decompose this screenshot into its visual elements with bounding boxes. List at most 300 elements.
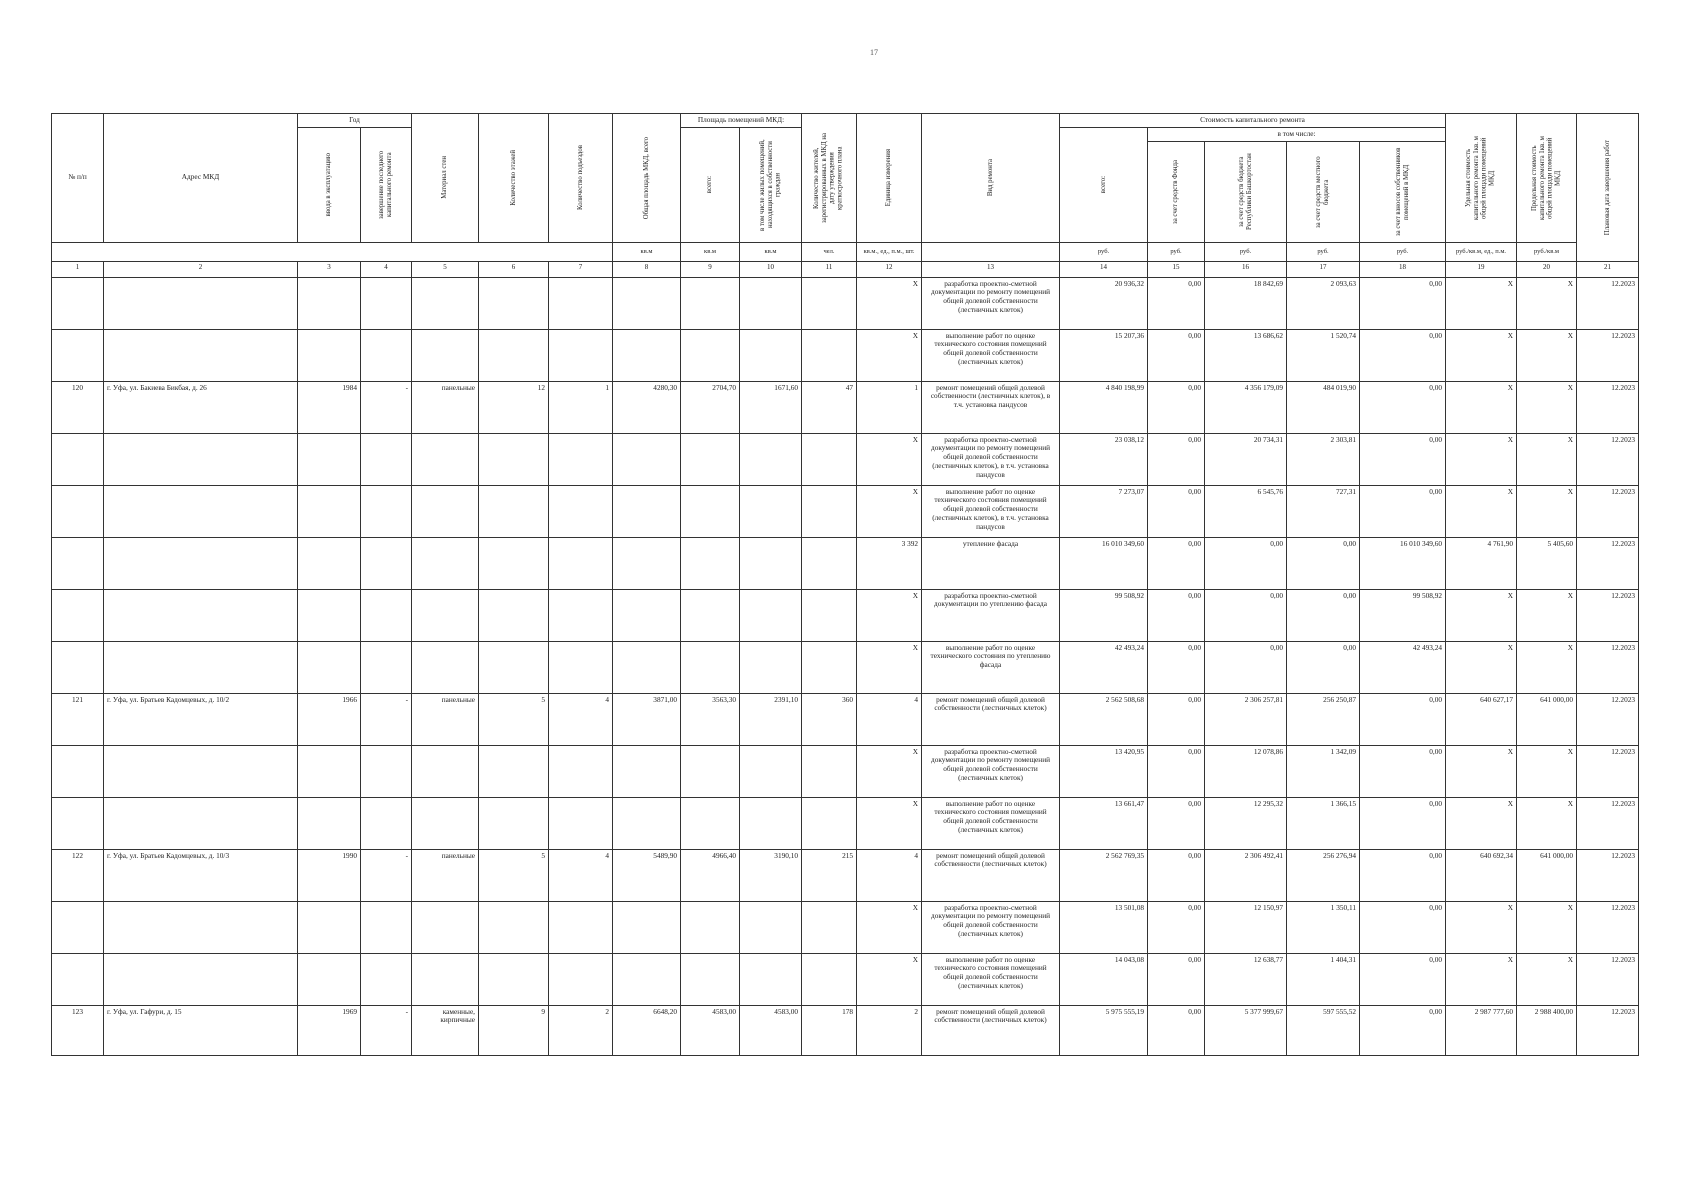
- row-number: 120: [52, 381, 104, 433]
- area-total-cell: [681, 485, 740, 537]
- floors-cell: [479, 329, 549, 381]
- total-area-cell: [613, 953, 681, 1005]
- table-row: [52, 901, 1639, 953]
- plan-date-cell: 12.2023: [1577, 745, 1639, 797]
- cost-fund-cell: 0,00: [1148, 433, 1205, 485]
- work-type-cell: разработка проектно-сметной документации по ремонту помещений общей долевой собственности (лестничных клеток): [922, 277, 1060, 329]
- unit-cost-cell: X: [1446, 329, 1517, 381]
- unit-cost-fund: руб.: [1148, 242, 1205, 261]
- address-cell: [104, 537, 298, 589]
- header-cost-local: за счет средств местного бюджета: [1287, 141, 1360, 242]
- max-cost-cell: X: [1517, 589, 1577, 641]
- unit-cell: X: [857, 953, 922, 1005]
- column-number-cell: 5: [412, 261, 479, 277]
- plan-date-cell: 12.2023: [1577, 641, 1639, 693]
- plan-date-cell: 12.2023: [1577, 381, 1639, 433]
- year-last-repair-cell: [361, 329, 412, 381]
- year-last-repair-cell: -: [361, 849, 412, 901]
- work-type-cell: ремонт помещений общей долевой собственности (лестничных клеток), в т.ч. установка пандусов: [922, 381, 1060, 433]
- header-residents: Количество жителей, зарегистрированных в МКД на дату утверждения краткосрочного плана: [802, 114, 857, 243]
- total-area-cell: [613, 901, 681, 953]
- wall-material-cell: [412, 641, 479, 693]
- wall-material-cell: [412, 485, 479, 537]
- area-residential-cell: [740, 901, 802, 953]
- total-area-cell: 5489,90: [613, 849, 681, 901]
- cost-owners-cell: 0,00: [1360, 901, 1446, 953]
- address-cell: г. Уфа, ул. Братьев Кадомцевых, д. 10/3: [104, 849, 298, 901]
- header-cost-fund: за счет средств Фонда: [1148, 141, 1205, 242]
- row-number: [52, 745, 104, 797]
- unit-residents: чел.: [802, 242, 857, 261]
- unit-cost-cell: 2 987 777,60: [1446, 1005, 1517, 1055]
- header-cost-owners: за счет взносов собственников помещений в МКД: [1360, 141, 1446, 242]
- column-number-cell: 11: [802, 261, 857, 277]
- header-year-group: Год: [298, 114, 412, 128]
- year-last-repair-cell: -: [361, 381, 412, 433]
- plan-date-cell: 12.2023: [1577, 433, 1639, 485]
- residents-cell: [802, 589, 857, 641]
- plan-date-cell: 12.2023: [1577, 1005, 1639, 1055]
- wall-material-cell: каменные, кирпичные: [412, 1005, 479, 1055]
- column-number-cell: 18: [1360, 261, 1446, 277]
- unit-cell: 4: [857, 693, 922, 745]
- floors-cell: 12: [479, 381, 549, 433]
- total-area-cell: [613, 589, 681, 641]
- column-number-cell: 15: [1148, 261, 1205, 277]
- total-area-cell: [613, 537, 681, 589]
- cost-republic-cell: 12 638,77: [1205, 953, 1287, 1005]
- cost-local-cell: 1 520,74: [1287, 329, 1360, 381]
- work-type-cell: разработка проектно-сметной документации по ремонту помещений общей долевой собственности (лестничных клеток), в т.ч. установка пандусов: [922, 433, 1060, 485]
- year-last-repair-cell: [361, 745, 412, 797]
- column-number-cell: 10: [740, 261, 802, 277]
- cost-owners-cell: 0,00: [1360, 1005, 1446, 1055]
- floors-cell: [479, 953, 549, 1005]
- header-cost-total: всего:: [1060, 127, 1148, 242]
- max-cost-cell: 641 000,00: [1517, 849, 1577, 901]
- cost-republic-cell: 12 150,97: [1205, 901, 1287, 953]
- header-year-last-repair: завершение последнего капитального ремонта: [361, 127, 412, 242]
- area-residential-cell: [740, 745, 802, 797]
- work-type-cell: выполнение работ по оценке технического состояния помещений общей долевой собственности (лестничных клеток), в т.ч. установка пандусов: [922, 485, 1060, 537]
- max-cost-cell: X: [1517, 745, 1577, 797]
- floors-cell: 9: [479, 1005, 549, 1055]
- unit-cost-cell: X: [1446, 589, 1517, 641]
- floors-cell: [479, 745, 549, 797]
- year-commission-cell: [298, 329, 361, 381]
- wall-material-cell: [412, 277, 479, 329]
- wall-material-cell: [412, 797, 479, 849]
- residents-cell: 178: [802, 1005, 857, 1055]
- cost-republic-cell: 6 545,76: [1205, 485, 1287, 537]
- cost-local-cell: 2 303,81: [1287, 433, 1360, 485]
- plan-date-cell: 12.2023: [1577, 277, 1639, 329]
- year-commission-cell: [298, 485, 361, 537]
- cost-fund-cell: 0,00: [1148, 693, 1205, 745]
- row-number: 122: [52, 849, 104, 901]
- plan-date-cell: 12.2023: [1577, 901, 1639, 953]
- row-number: [52, 485, 104, 537]
- unit-cost-cell: X: [1446, 901, 1517, 953]
- page-number: 17: [870, 48, 878, 57]
- area-residential-cell: [740, 797, 802, 849]
- cost-fund-cell: 0,00: [1148, 849, 1205, 901]
- unit-cell: X: [857, 641, 922, 693]
- table-row: [52, 849, 1639, 901]
- floors-cell: [479, 485, 549, 537]
- repair-plan-table: [51, 113, 1639, 1056]
- table-row: [52, 797, 1639, 849]
- address-cell: [104, 641, 298, 693]
- column-number-cell: 14: [1060, 261, 1148, 277]
- table-row: [52, 589, 1639, 641]
- year-commission-cell: [298, 433, 361, 485]
- cost-total-cell: 13 501,08: [1060, 901, 1148, 953]
- cost-republic-cell: 0,00: [1205, 537, 1287, 589]
- wall-material-cell: [412, 329, 479, 381]
- unit-unit: кв.м., ед., п.м., шт.: [857, 242, 922, 261]
- unit-cost-cell: X: [1446, 277, 1517, 329]
- cost-fund-cell: 0,00: [1148, 329, 1205, 381]
- unit-cell: X: [857, 329, 922, 381]
- unit-area-residential: кв.м: [740, 242, 802, 261]
- year-commission-cell: [298, 901, 361, 953]
- max-cost-cell: X: [1517, 329, 1577, 381]
- cost-total-cell: 99 508,92: [1060, 589, 1148, 641]
- max-cost-cell: 641 000,00: [1517, 693, 1577, 745]
- cost-local-cell: 0,00: [1287, 537, 1360, 589]
- cost-fund-cell: 0,00: [1148, 641, 1205, 693]
- max-cost-cell: X: [1517, 797, 1577, 849]
- cost-republic-cell: 2 306 492,41: [1205, 849, 1287, 901]
- cost-owners-cell: 0,00: [1360, 277, 1446, 329]
- unit-work-empty: [922, 242, 1060, 261]
- year-commission-cell: 1969: [298, 1005, 361, 1055]
- wall-material-cell: [412, 589, 479, 641]
- entrances-cell: 4: [549, 693, 613, 745]
- unit-cost-cell: X: [1446, 485, 1517, 537]
- area-total-cell: [681, 433, 740, 485]
- table-row: [52, 745, 1639, 797]
- row-number: 123: [52, 1005, 104, 1055]
- year-commission-cell: [298, 589, 361, 641]
- total-area-cell: [613, 277, 681, 329]
- address-cell: [104, 433, 298, 485]
- header-area-residential: в том числе жилых помещений, находящихся в собственности граждан: [740, 127, 802, 242]
- cost-owners-cell: 42 493,24: [1360, 641, 1446, 693]
- table-row: [52, 485, 1639, 537]
- residents-cell: [802, 537, 857, 589]
- entrances-cell: [549, 901, 613, 953]
- area-total-cell: 4583,00: [681, 1005, 740, 1055]
- cost-local-cell: 1 404,31: [1287, 953, 1360, 1005]
- residents-cell: [802, 797, 857, 849]
- area-residential-cell: [740, 953, 802, 1005]
- row-number: [52, 433, 104, 485]
- cost-republic-cell: 0,00: [1205, 641, 1287, 693]
- work-type-cell: выполнение работ по оценке технического состояния помещений общей долевой собственности (лестничных клеток): [922, 797, 1060, 849]
- residents-cell: [802, 953, 857, 1005]
- total-area-cell: [613, 641, 681, 693]
- unit-cell: X: [857, 433, 922, 485]
- row-number: [52, 589, 104, 641]
- area-total-cell: [681, 537, 740, 589]
- area-residential-cell: [740, 329, 802, 381]
- cost-republic-cell: 4 356 179,09: [1205, 381, 1287, 433]
- area-total-cell: [681, 641, 740, 693]
- address-cell: [104, 589, 298, 641]
- cost-total-cell: 2 562 769,35: [1060, 849, 1148, 901]
- unit-cell: X: [857, 745, 922, 797]
- residents-cell: 47: [802, 381, 857, 433]
- unit-cell: X: [857, 797, 922, 849]
- address-cell: [104, 745, 298, 797]
- header-incl: в том числе:: [1148, 127, 1446, 141]
- cost-owners-cell: 99 508,92: [1360, 589, 1446, 641]
- work-type-cell: ремонт помещений общей долевой собственности (лестничных клеток): [922, 849, 1060, 901]
- work-type-cell: разработка проектно-сметной документации по ремонту помещений общей долевой собственности (лестничных клеток): [922, 901, 1060, 953]
- work-type-cell: выполнение работ по оценке технического состояния помещений общей долевой собственности (лестничных клеток): [922, 329, 1060, 381]
- row-number: [52, 641, 104, 693]
- column-number-cell: 16: [1205, 261, 1287, 277]
- plan-date-cell: 12.2023: [1577, 329, 1639, 381]
- cost-fund-cell: 0,00: [1148, 745, 1205, 797]
- area-residential-cell: [740, 485, 802, 537]
- area-total-cell: [681, 589, 740, 641]
- unit-cell: X: [857, 277, 922, 329]
- plan-date-cell: 12.2023: [1577, 589, 1639, 641]
- unit-area-total: кв.м: [681, 242, 740, 261]
- total-area-cell: 6648,20: [613, 1005, 681, 1055]
- unit-cost-total: руб.: [1060, 242, 1148, 261]
- total-area-cell: [613, 329, 681, 381]
- residents-cell: 215: [802, 849, 857, 901]
- residents-cell: [802, 433, 857, 485]
- area-residential-cell: [740, 537, 802, 589]
- area-total-cell: 2704,70: [681, 381, 740, 433]
- year-commission-cell: 1990: [298, 849, 361, 901]
- cost-owners-cell: 0,00: [1360, 953, 1446, 1005]
- area-residential-cell: 3190,10: [740, 849, 802, 901]
- year-commission-cell: [298, 797, 361, 849]
- header-unit-cost: Удельная стоимость капитального ремонта 1кв. м общей площади помещений МКД: [1446, 114, 1517, 243]
- cost-total-cell: 5 975 555,19: [1060, 1005, 1148, 1055]
- header-cost-republic: за счет средств бюджета Республики Башкортостан: [1205, 141, 1287, 242]
- header-max-cost: Предельная стоимость капитального ремонта 1кв. м общей площади помещений МКД: [1517, 114, 1577, 243]
- header-work-type: Вид ремонта: [922, 114, 1060, 243]
- cost-local-cell: 2 093,63: [1287, 277, 1360, 329]
- year-commission-cell: [298, 745, 361, 797]
- floors-cell: 5: [479, 849, 549, 901]
- residents-cell: [802, 329, 857, 381]
- entrances-cell: [549, 329, 613, 381]
- row-number: [52, 797, 104, 849]
- year-last-repair-cell: -: [361, 693, 412, 745]
- wall-material-cell: [412, 433, 479, 485]
- cost-republic-cell: 12 295,32: [1205, 797, 1287, 849]
- cost-fund-cell: 0,00: [1148, 485, 1205, 537]
- year-last-repair-cell: [361, 485, 412, 537]
- header-floors: Количество этажей: [479, 114, 549, 243]
- wall-material-cell: панельные: [412, 381, 479, 433]
- column-number-cell: 7: [549, 261, 613, 277]
- address-cell: [104, 953, 298, 1005]
- cost-local-cell: 1 350,11: [1287, 901, 1360, 953]
- year-commission-cell: [298, 953, 361, 1005]
- cost-total-cell: 20 936,32: [1060, 277, 1148, 329]
- plan-date-cell: 12.2023: [1577, 537, 1639, 589]
- floors-cell: [479, 589, 549, 641]
- cost-republic-cell: 12 078,86: [1205, 745, 1287, 797]
- row-number: [52, 277, 104, 329]
- cost-total-cell: 2 562 508,68: [1060, 693, 1148, 745]
- area-residential-cell: [740, 277, 802, 329]
- table-row: [52, 433, 1639, 485]
- total-area-cell: [613, 485, 681, 537]
- year-commission-cell: [298, 277, 361, 329]
- unit-cost-cell: X: [1446, 381, 1517, 433]
- wall-material-cell: [412, 901, 479, 953]
- entrances-cell: 2: [549, 1005, 613, 1055]
- unit-cell: X: [857, 589, 922, 641]
- floors-cell: [479, 641, 549, 693]
- cost-local-cell: 1 366,15: [1287, 797, 1360, 849]
- work-type-cell: разработка проектно-сметной документации по утеплению фасада: [922, 589, 1060, 641]
- cost-total-cell: 13 420,95: [1060, 745, 1148, 797]
- plan-date-cell: 12.2023: [1577, 485, 1639, 537]
- header-year-commission: ввода в эксплуатацию: [298, 127, 361, 242]
- area-total-cell: [681, 797, 740, 849]
- floors-cell: [479, 537, 549, 589]
- header-cost-group: Стоимость капитального ремонта: [1060, 114, 1446, 128]
- column-number-cell: 1: [52, 261, 104, 277]
- header-no: № п/п: [52, 114, 104, 243]
- cost-total-cell: 14 043,08: [1060, 953, 1148, 1005]
- cost-fund-cell: 0,00: [1148, 589, 1205, 641]
- floors-cell: 5: [479, 693, 549, 745]
- entrances-cell: [549, 277, 613, 329]
- table-row: [52, 641, 1639, 693]
- cost-local-cell: 597 555,52: [1287, 1005, 1360, 1055]
- unit-cell: 1: [857, 381, 922, 433]
- cost-republic-cell: 0,00: [1205, 589, 1287, 641]
- cost-total-cell: 7 273,07: [1060, 485, 1148, 537]
- cost-fund-cell: 0,00: [1148, 277, 1205, 329]
- table-row: [52, 381, 1639, 433]
- cost-owners-cell: 0,00: [1360, 745, 1446, 797]
- header-wall-material: Материал стен: [412, 114, 479, 243]
- row-number: [52, 953, 104, 1005]
- unit-cost-cell: X: [1446, 797, 1517, 849]
- unit-cost-local: руб.: [1287, 242, 1360, 261]
- wall-material-cell: [412, 953, 479, 1005]
- header-units-row: [52, 242, 1639, 261]
- cost-republic-cell: 2 306 257,81: [1205, 693, 1287, 745]
- area-residential-cell: 1671,60: [740, 381, 802, 433]
- year-last-repair-cell: [361, 537, 412, 589]
- unit-cost-owners: руб.: [1360, 242, 1446, 261]
- column-number-cell: 20: [1517, 261, 1577, 277]
- year-last-repair-cell: [361, 953, 412, 1005]
- work-type-cell: выполнение работ по оценке технического состояния помещений общей долевой собственности (лестничных клеток): [922, 953, 1060, 1005]
- unit-total-area: кв.м: [613, 242, 681, 261]
- plan-date-cell: 12.2023: [1577, 693, 1639, 745]
- total-area-cell: 4280,30: [613, 381, 681, 433]
- max-cost-cell: X: [1517, 901, 1577, 953]
- year-commission-cell: 1984: [298, 381, 361, 433]
- column-number-cell: 4: [361, 261, 412, 277]
- address-cell: [104, 277, 298, 329]
- total-area-cell: [613, 745, 681, 797]
- area-total-cell: [681, 277, 740, 329]
- wall-material-cell: [412, 745, 479, 797]
- cost-fund-cell: 0,00: [1148, 537, 1205, 589]
- table-row: [52, 693, 1639, 745]
- column-number-cell: 12: [857, 261, 922, 277]
- cost-local-cell: 0,00: [1287, 641, 1360, 693]
- total-area-cell: [613, 433, 681, 485]
- cost-total-cell: 13 661,47: [1060, 797, 1148, 849]
- row-number: [52, 537, 104, 589]
- cost-fund-cell: 0,00: [1148, 1005, 1205, 1055]
- plan-date-cell: 12.2023: [1577, 849, 1639, 901]
- header-area-group: Площадь помещений МКД:: [681, 114, 802, 128]
- row-number: [52, 329, 104, 381]
- cost-republic-cell: 5 377 999,67: [1205, 1005, 1287, 1055]
- wall-material-cell: панельные: [412, 849, 479, 901]
- cost-local-cell: 256 250,87: [1287, 693, 1360, 745]
- max-cost-cell: X: [1517, 953, 1577, 1005]
- header-unit: Единица измерения: [857, 114, 922, 243]
- cost-local-cell: 727,31: [1287, 485, 1360, 537]
- plan-date-cell: 12.2023: [1577, 797, 1639, 849]
- cost-total-cell: 42 493,24: [1060, 641, 1148, 693]
- area-total-cell: [681, 953, 740, 1005]
- unit-cost-cell: 640 692,34: [1446, 849, 1517, 901]
- work-type-cell: ремонт помещений общей долевой собственности (лестничных клеток): [922, 1005, 1060, 1055]
- wall-material-cell: [412, 537, 479, 589]
- max-cost-cell: X: [1517, 485, 1577, 537]
- unit-cell: X: [857, 901, 922, 953]
- unit-cost-cell: 4 761,90: [1446, 537, 1517, 589]
- entrances-cell: [549, 745, 613, 797]
- year-commission-cell: [298, 537, 361, 589]
- column-number-cell: 3: [298, 261, 361, 277]
- header-entrances: Количество подъездов: [549, 114, 613, 243]
- entrances-cell: [549, 485, 613, 537]
- cost-fund-cell: 0,00: [1148, 953, 1205, 1005]
- address-cell: [104, 485, 298, 537]
- cost-total-cell: 15 207,36: [1060, 329, 1148, 381]
- unit-cost-cell: X: [1446, 641, 1517, 693]
- cost-owners-cell: 0,00: [1360, 797, 1446, 849]
- column-number-cell: 8: [613, 261, 681, 277]
- cost-owners-cell: 0,00: [1360, 849, 1446, 901]
- entrances-cell: [549, 537, 613, 589]
- entrances-cell: [549, 589, 613, 641]
- unit-cell: 4: [857, 849, 922, 901]
- work-type-cell: выполнение работ по оценке технического состояния по утеплению фасада: [922, 641, 1060, 693]
- unit-cell: X: [857, 485, 922, 537]
- year-last-repair-cell: [361, 641, 412, 693]
- cost-owners-cell: 0,00: [1360, 693, 1446, 745]
- area-residential-cell: [740, 433, 802, 485]
- cost-owners-cell: 0,00: [1360, 433, 1446, 485]
- area-total-cell: 3563,30: [681, 693, 740, 745]
- year-last-repair-cell: [361, 433, 412, 485]
- cost-fund-cell: 0,00: [1148, 797, 1205, 849]
- table-row: [52, 953, 1639, 1005]
